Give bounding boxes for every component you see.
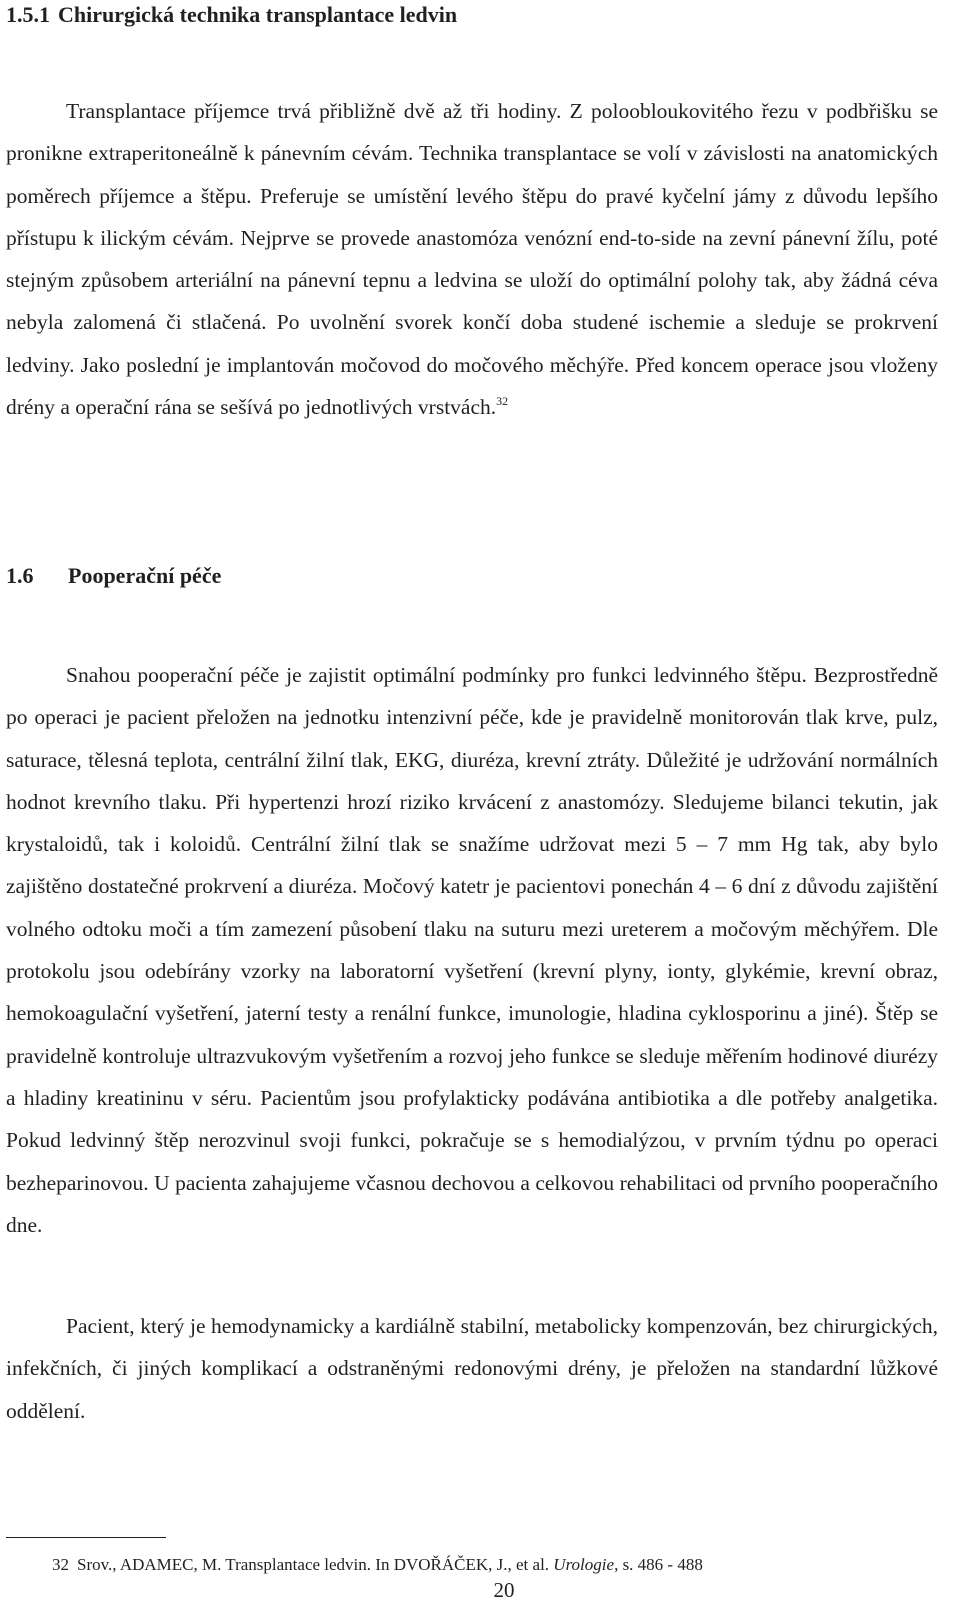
body-paragraph: Pacient, který je hemodynamicky a kardiálně stabilní, metabolicky kompenzován, bez chirurgických, infekčních, či jiných komplikací a odstraněnými redonovými drény, je přeložen na standardní lůžkové oddělení. bbox=[6, 1314, 938, 1423]
section-heading-1-6 bbox=[6, 562, 221, 590]
footnote-reference[interactable]: 32 bbox=[496, 394, 509, 409]
section-title: Chirurgická technika transplantace ledvin bbox=[58, 2, 458, 27]
page-number: 20 bbox=[493, 1578, 515, 1602]
footnote-text-after: , s. 486 - 488 bbox=[614, 1555, 703, 1574]
section-number: 1.6 bbox=[6, 563, 34, 588]
footnote bbox=[52, 1555, 703, 1575]
footnote-number: 32 bbox=[52, 1555, 69, 1574]
body-paragraph: Snahou pooperační péče je zajistit optimální podmínky pro funkci ledvinného štěpu. Bezprostředně po operaci je pacient přeložen na jednotku intenzivní péče, kde je pravidelně monitorován tlak krve, pulz, saturace, tělesná teplota, centrální žilní tlak, EKG, diuréza, krevní ztráty. Důležité je udržování normálních hodnot krevního tlaku. Při hypertenzi hrozí riziko krvácení z anastomózy. Sledujeme bilanci tekutin, jak krystaloidů, tak i koloidů. Centrální žilní tlak se snažíme udržovat mezi 5 – 7 mm Hg tak, aby bylo zajištěno dostatečné prokrvení a diuréza. Močový katetr je pacientovi ponechán 4 – 6 dní z důvodu zajištění volného odtoku moči a tím zamezení působení tlaku na suturu mezi ureterem a močovým měchýřem. Dle protokolu jsou odebírány vzorky na laboratorní vyšetření (krevní plyny, ionty, glykémie, krevní obraz, hemokoagulační vyšetření, jaterní testy a renální funkce, imunologie, hladina cyklosporinu a jiné). Štěp se pravidelně kontroluje ultrazvukovým vyšetřením a rozvoj jeho funkce se sleduje měřením hodinové diurézy a hladiny kreatininu v séru. Pacientům jsou profylakticky podávána antibiotika a dle potřeby analgetika. Pokud ledvinný štěp nerozvinul svoji funkci, pokračuje se s hemodialýzou, v prvním týdnu po operaci bezheparinovou. U pacienta zahajujeme včasnou dechovou a celkovou rehabilitaci od prvního pooperačního dne. bbox=[6, 663, 938, 1237]
section-heading-1-5-1 bbox=[6, 1, 457, 29]
section-title: Pooperační péče bbox=[68, 563, 222, 588]
body-paragraph bbox=[6, 90, 938, 428]
footnote-text-before: Srov., ADAMEC, M. Transplantace ledvin. In DVOŘÁČEK, J., et al. bbox=[77, 1555, 550, 1574]
footnote-divider bbox=[6, 1537, 166, 1538]
section-number: 1.5.1 bbox=[6, 2, 50, 27]
footnote-book-title: Urologie bbox=[553, 1555, 615, 1574]
paragraph-text: Transplantace příjemce trvá přibližně dvě až tři hodiny. Z poloobloukovitého řezu v podbřišku se pronikne extraperitoneálně k pánevním cévám. Technika transplantace se volí v závislosti na anatomických poměrech příjemce a štěpu. Preferuje se umístění levého štěpu do pravé kyčelní jámy z důvodu lepšího přístupu k ilickým cévám. Nejprve se provede anastomóza venózní end-to-side na zevní pánevní žílu, poté stejným způsobem arteriální na pánevní tepnu a ledvina se uloží do optimální polohy tak, aby žádná céva nebyla zalomená či stlačená. Po uvolnění svorek končí doba studené ischemie a sleduje se prokrvení ledviny. Jako poslední je implantován močovod do močového měchýře. Před koncem operace jsou vloženy drény a operační rána se sešívá po jednotlivých vrstvách. bbox=[6, 99, 938, 420]
